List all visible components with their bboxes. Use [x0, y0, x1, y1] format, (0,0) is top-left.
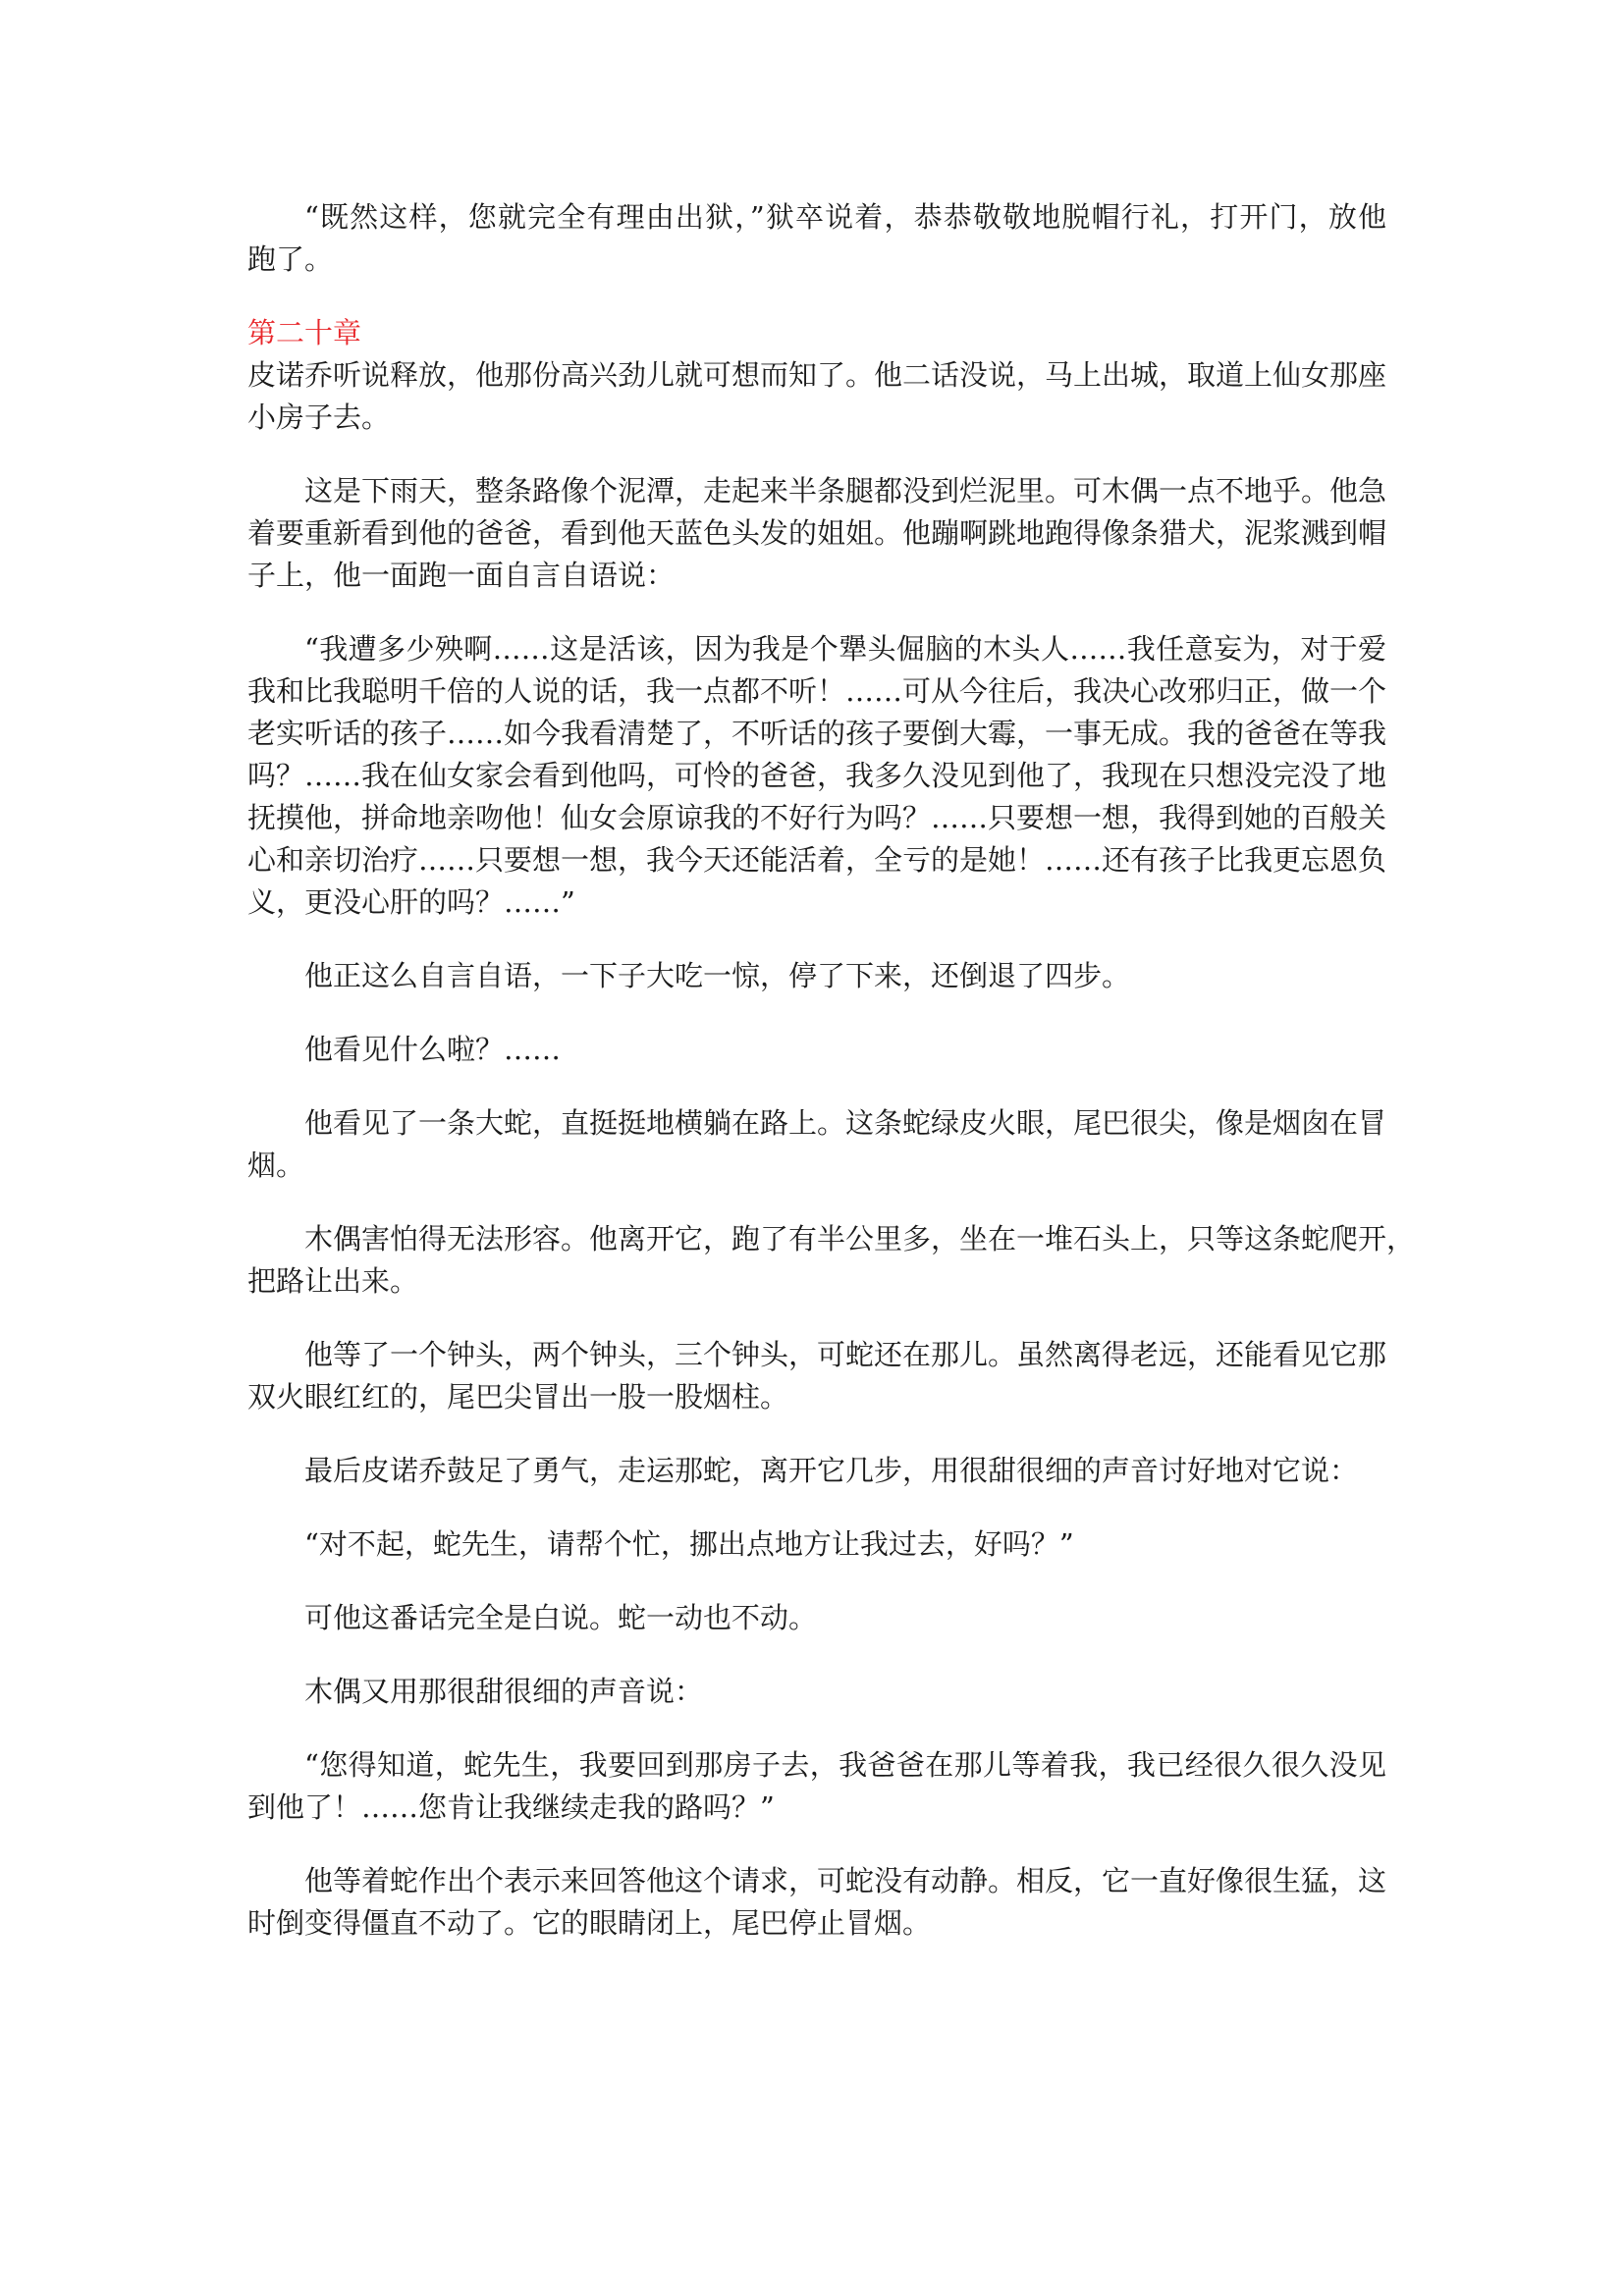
text-line: 他看见了一条大蛇，直挺挺地横躺在路上。这条蛇绿皮火眼，尾巴很尖，像是烟囱在冒 — [304, 1106, 1387, 1140]
paragraph — [247, 1218, 1416, 1303]
chapter-heading: 第二十章 — [247, 316, 362, 349]
text-line: 抚摸他，拼命地亲吻他！仙女会原谅我的不好行为吗？……只要想一想，我得到她的百般关 — [247, 801, 1387, 834]
text-line: 他等着蛇作出个表示来回答他这个请求，可蛇没有动静。相反，它一直好像很生猛，这 — [304, 1864, 1387, 1897]
paragraph — [247, 1597, 1386, 1639]
document-body — [247, 196, 1416, 1976]
text-line: 最后皮诺乔鼓足了勇气，走运那蛇，离开它几步，用很甜很细的声音讨好地对它说： — [304, 1454, 1359, 1487]
paragraph — [247, 196, 1386, 281]
paragraph — [247, 1102, 1386, 1187]
text-line: 心和亲切治疗……只要想一想，我今天还能活着，全亏的是她！……还有孩子比我更忘恩负 — [247, 843, 1387, 877]
text-line: 他正这么自言自语，一下子大吃一惊，停了下来，还倒退了四步。 — [304, 959, 1131, 992]
paragraph — [247, 470, 1386, 597]
text-line: 烟。 — [247, 1148, 305, 1182]
paragraph — [247, 1523, 1386, 1566]
text-line: 把路让出来。 — [247, 1264, 419, 1298]
text-line: 他等了一个钟头，两个钟头，三个钟头，可蛇还在那儿。虽然离得老远，还能看见它那 — [304, 1338, 1387, 1371]
paragraph — [247, 1334, 1386, 1418]
text-line: 跑了。 — [247, 242, 334, 276]
paragraph — [247, 1860, 1386, 1945]
text-line: 时倒变得僵直不动了。它的眼睛闭上，尾巴停止冒烟。 — [247, 1906, 932, 1940]
text-line: 可他这番话完全是白说。蛇一动也不动。 — [304, 1601, 818, 1634]
text-line: 这是下雨天，整条路像个泥潭，走起来半条腿都没到烂泥里。可木偶一点不地乎。他急 — [304, 474, 1387, 507]
paragraph — [247, 354, 1386, 439]
paragraph — [247, 628, 1386, 924]
paragraph — [247, 955, 1386, 997]
text-line: 老实听话的孩子……如今我看清楚了，不听话的孩子要倒大霉，一事无成。我的爸爸在等我 — [247, 717, 1387, 750]
paragraph — [247, 1671, 1386, 1713]
text-line: 着要重新看到他的爸爸，看到他天蓝色头发的姐姐。他蹦啊跳地跑得像条猎犬，泥浆溅到帽 — [247, 516, 1387, 550]
text-line: 子上，他一面跑一面自言自语说： — [247, 559, 676, 592]
text-line: 我和比我聪明千倍的人说的话，我一点都不听！……可从今往后，我决心改邪归正，做一个 — [247, 674, 1387, 708]
text-line: “我遭多少殃啊……这是活该，因为我是个犟头倔脑的木头人……我任意妄为，对于爱 — [304, 632, 1386, 666]
text-line: 双火眼红红的，尾巴尖冒出一股一股烟柱。 — [247, 1380, 789, 1414]
paragraph — [247, 1029, 1386, 1071]
paragraph — [247, 1450, 1386, 1492]
text-line: 木偶又用那很甜很细的声音说： — [304, 1675, 704, 1708]
text-line: 他看见什么啦？…… — [304, 1033, 562, 1066]
text-line: 小房子去。 — [247, 400, 391, 434]
paragraph — [247, 1744, 1386, 1829]
text-line: “您得知道，蛇先生，我要回到那房子去，我爸爸在那儿等着我，我已经很久很久没见 — [304, 1748, 1386, 1782]
text-line: 义，更没心肝的吗？……” — [247, 885, 575, 919]
text-line: 木偶害怕得无法形容。他离开它，跑了有半公里多，坐在一堆石头上，只等这条蛇爬开， — [304, 1222, 1416, 1255]
text-line: “既然这样，您就完全有理由出狱，”狱卒说着，恭恭敬敬地脱帽行礼，打开门，放他 — [304, 200, 1386, 234]
text-line: 吗？……我在仙女家会看到他吗，可怜的爸爸，我多久没见到他了，我现在只想没完没了地 — [247, 759, 1387, 792]
text-line: “对不起，蛇先生，请帮个忙，挪出点地方让我过去，好吗？” — [304, 1527, 1074, 1561]
text-line: 皮诺乔听说释放，他那份高兴劲儿就可想而知了。他二话没说，马上出城，取道上仙女那座 — [247, 358, 1387, 392]
text-line: 到他了！……您肯让我继续走我的路吗？” — [247, 1790, 775, 1824]
